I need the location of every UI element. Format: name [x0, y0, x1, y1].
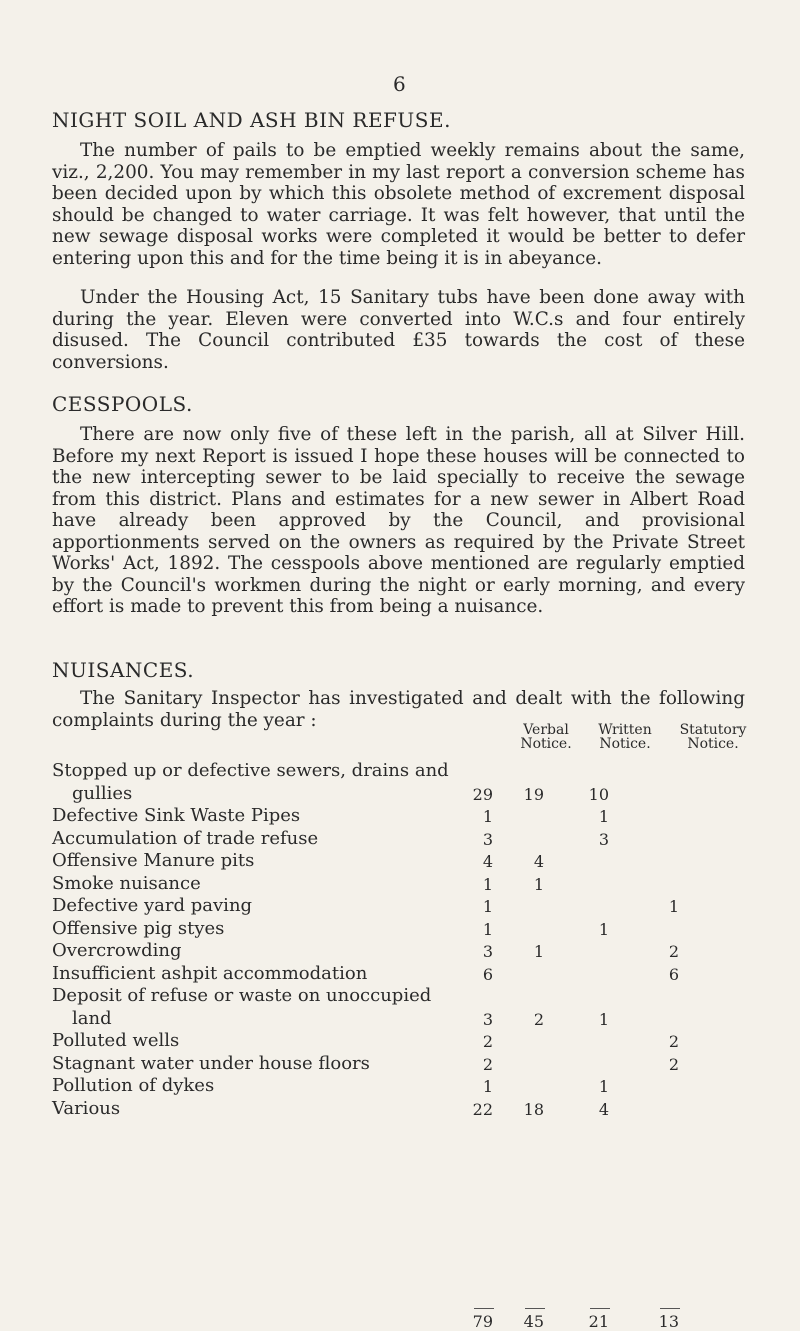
table-cell-verbal: 18 [523, 1099, 544, 1119]
table-cell-total: 1 [482, 807, 493, 826]
table-row-label: Offensive pig styes [52, 917, 225, 939]
table-row-label: Offensive Manure pits [52, 850, 255, 871]
paragraph-night-soil-1: The number of pails to be emptied weekly remains about the same, viz., 2,200. You may remember in my last report a conversion scheme has been decided upon by which this obsolete method of excrement disposal should be changed to water carriage. It was felt however, that until the new sewage disposal works were completed it would be better to defer entering upon this and for the time being it is in abeyance. [52, 140, 745, 269]
total-all: 79 [472, 1312, 493, 1331]
table-cell-verbal: 2 [533, 1009, 544, 1029]
table-row-label: Pollution of dykes [52, 1075, 215, 1096]
paragraph-cesspools: There are now only five of these left in the parish, all at Silver Hill. Before my next Report is issued I hope these houses will be connected to the new intercepting sewer to be laid specially to receive the sewage from this district. Plans and estimates for a new sewer in Albert Road have already been approved by the Council, and provisional apportionments served on the owners as required by the Private Street Works' Act, 1892. The cesspools above mentioned are regularly emptied by the Council's workmen during the night or early morning, and every effort is made to prevent this from being a nuisance. [52, 424, 745, 617]
total-written: 21 [588, 1312, 609, 1331]
table-cell-statutory: 2 [668, 1032, 679, 1051]
table-cell-statutory: 1 [668, 897, 679, 916]
column-header-written: Written Notice. [598, 722, 652, 752]
table-cell-total: 3 [482, 829, 493, 849]
table-row-label: Deposit of refuse or waste on unoccupied [52, 985, 432, 1006]
totals-rule-4 [660, 1308, 680, 1309]
table-cell-total: 4 [482, 852, 493, 871]
table-cell-total: 1 [482, 897, 493, 916]
page-number: 6 [393, 72, 406, 96]
table-row-label: Stopped up or defective sewers, drains and [52, 760, 449, 781]
table-row-label: Polluted wells [52, 1030, 180, 1051]
table-cell-total: 22 [472, 1099, 493, 1119]
table-cell-total: 3 [482, 942, 493, 961]
heading-cesspools: CESSPOOLS. [52, 392, 193, 416]
table-cell-statutory: 2 [668, 942, 679, 961]
total-verbal: 45 [523, 1312, 544, 1331]
table-cell-verbal: 19 [523, 784, 544, 804]
table-cell-statutory: 6 [668, 964, 679, 984]
table-cell-written: 3 [598, 829, 609, 849]
table-row-label: Stagnant water under house floors [52, 1052, 370, 1074]
table-row-label: Insufficient ashpit accommodation [52, 962, 368, 984]
table-cell-written: 1 [598, 1077, 609, 1096]
table-row-label: Accumulation of trade refuse [52, 827, 319, 849]
paragraph-nuisances: The Sanitary Inspector has investigated and dealt with the following complaints during the year : [52, 688, 745, 731]
paragraph-night-soil-2: Under the Housing Act, 15 Sanitary tubs have been done away with during the year. Eleven were converted into W.C.s and four entirely disused. The Council contributed £35 towards the cost of these conversions. [52, 287, 745, 373]
table-cell-total: 2 [482, 1054, 493, 1074]
table-cell-statutory: 2 [668, 1054, 679, 1074]
table-cell-total: 6 [482, 964, 493, 984]
column-header-verbal: Verbal Notice. [520, 722, 572, 752]
totals-rule-1 [474, 1308, 494, 1309]
table-cell-written: 1 [598, 1009, 609, 1029]
table-cell-total: 1 [482, 874, 493, 894]
table-cell-written: 10 [588, 784, 609, 804]
table-row-label-continued: gullies [72, 782, 133, 804]
table-cell-written: 4 [598, 1099, 609, 1119]
table-row-label: Defective Sink Waste Pipes [52, 805, 301, 826]
table-cell-verbal: 1 [533, 942, 544, 961]
table-cell-written: 1 [598, 807, 609, 826]
total-statutory: 13 [658, 1312, 679, 1331]
table-row-label: Smoke nuisance [52, 872, 201, 894]
table-cell-verbal: 4 [533, 852, 544, 871]
table-row-label: Defective yard paving [52, 895, 253, 916]
table-cell-total: 29 [472, 784, 493, 804]
totals-rule-3 [590, 1308, 610, 1309]
heading-nuisances: NUISANCES. [52, 658, 195, 682]
table-cell-total: 1 [482, 1077, 493, 1096]
table-cell-written: 1 [598, 919, 609, 939]
table-row-label-continued: land [72, 1007, 112, 1029]
table-row-label: Various [52, 1097, 121, 1119]
heading-night-soil: NIGHT SOIL AND ASH BIN REFUSE. [52, 108, 451, 132]
column-header-statutory: Statutory Notice. [679, 722, 747, 752]
totals-rule-2 [525, 1308, 545, 1309]
table-cell-total: 1 [482, 919, 493, 939]
table-row-label: Overcrowding [52, 940, 182, 961]
table-cell-verbal: 1 [533, 874, 544, 894]
table-cell-total: 2 [482, 1032, 493, 1051]
table-cell-total: 3 [482, 1009, 493, 1029]
